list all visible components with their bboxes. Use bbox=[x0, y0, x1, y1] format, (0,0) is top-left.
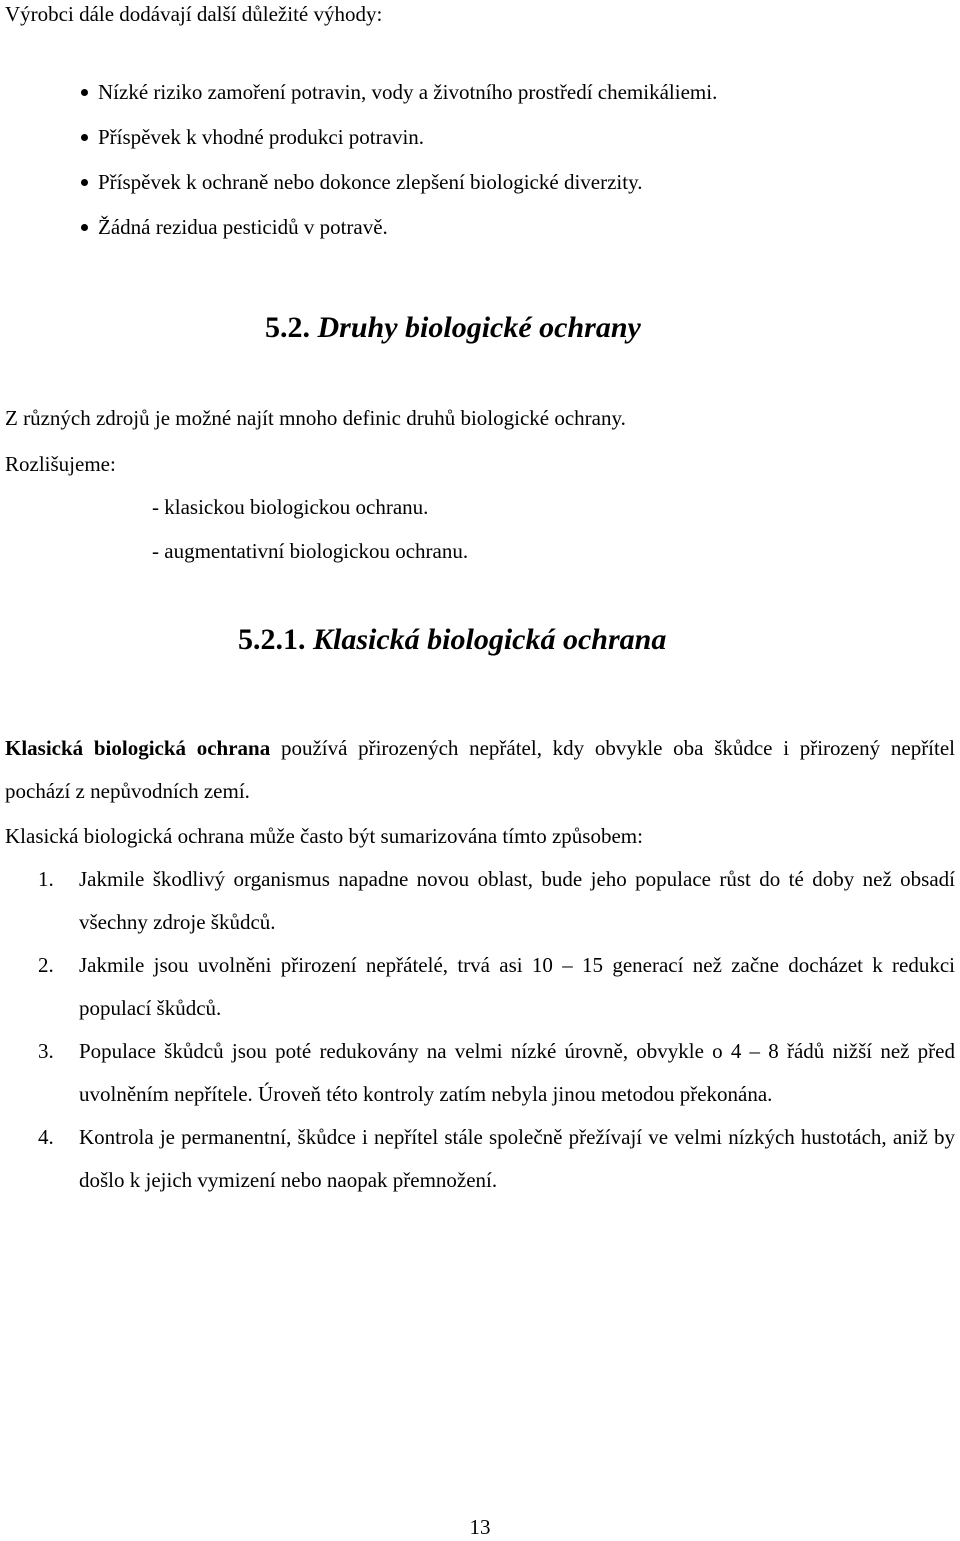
list-item-text: Nízké riziko zamoření potravin, vody a životního prostředí chemikáliemi. bbox=[98, 80, 718, 104]
step-text: Populace škůdců jsou poté redukovány na velmi nízké úrovně, obvykle o 4 – 8 řádů nižší než před uvolněním nepřítele. Úroveň této kontroly zatím nebyla jinou metodou překonána. bbox=[79, 1039, 955, 1106]
step-number: 3. bbox=[38, 1039, 54, 1063]
steps-list bbox=[5, 858, 955, 1202]
section-5-2-1-heading bbox=[238, 622, 666, 658]
list-item-text: Žádná rezidua pesticidů v potravě. bbox=[98, 215, 388, 239]
step-text: Kontrola je permanentní, škůdce i nepřítel stále společně přežívají ve velmi nízkých hustotách, aniž by došlo k jejich vymizení nebo naopak přemnožení. bbox=[79, 1125, 955, 1192]
step-number: 2. bbox=[38, 953, 54, 977]
step-text: Jakmile jsou uvolněni přirození nepřátelé, trvá asi 10 – 15 generací než začne docházet k redukci populací škůdců. bbox=[79, 953, 955, 1020]
step-text: Jakmile škodlivý organismus napadne novou oblast, bude jeho populace růst do té doby než obsadí všechny zdroje škůdců. bbox=[79, 867, 955, 934]
section-5-2-lead: Rozlišujeme: bbox=[5, 452, 116, 476]
section-5-2-heading bbox=[265, 310, 641, 346]
step-number: 1. bbox=[38, 867, 54, 891]
bold-term: Klasická biologická ochrana bbox=[5, 736, 271, 760]
section-title: Druhy biologické ochrany bbox=[317, 311, 641, 344]
section-number: 5.2.1. bbox=[238, 623, 306, 656]
list-item-text: Příspěvek k vhodné produkci potravin. bbox=[98, 125, 425, 149]
type-item: - augmentativní biologickou ochranu. bbox=[152, 539, 469, 563]
paragraph-text: používá přirozených nepřátel, kdy obvykle oba škůdce i přirozený nepřítel pochází z nepůvodních zemí. bbox=[5, 736, 956, 803]
step-number: 4. bbox=[38, 1125, 54, 1149]
bullet-icon bbox=[81, 179, 88, 186]
section-5-2-1-paragraph-2: Klasická biologická ochrana může často být sumarizována tímto způsobem: bbox=[5, 824, 643, 848]
section-5-2-1-paragraph-1 bbox=[5, 727, 955, 813]
list-item bbox=[5, 1030, 955, 1116]
section-number: 5.2. bbox=[265, 311, 310, 344]
type-item: - klasickou biologickou ochranu. bbox=[152, 495, 429, 519]
page-number: 13 bbox=[469, 1515, 491, 1539]
intro-text: Výrobci dále dodávají další důležité výhody: bbox=[5, 2, 383, 26]
list-item bbox=[5, 944, 955, 1030]
list-item bbox=[5, 858, 955, 944]
section-title: Klasická biologická ochrana bbox=[313, 623, 667, 656]
section-5-2-paragraph: Z různých zdrojů je možné najít mnoho definic druhů biologické ochrany. bbox=[5, 406, 626, 430]
list-item-text: Příspěvek k ochraně nebo dokonce zlepšení biologické diverzity. bbox=[98, 170, 643, 194]
bullet-icon bbox=[81, 89, 88, 96]
list-item bbox=[5, 1116, 955, 1202]
bullet-icon bbox=[81, 224, 88, 231]
bullet-icon bbox=[81, 134, 88, 141]
